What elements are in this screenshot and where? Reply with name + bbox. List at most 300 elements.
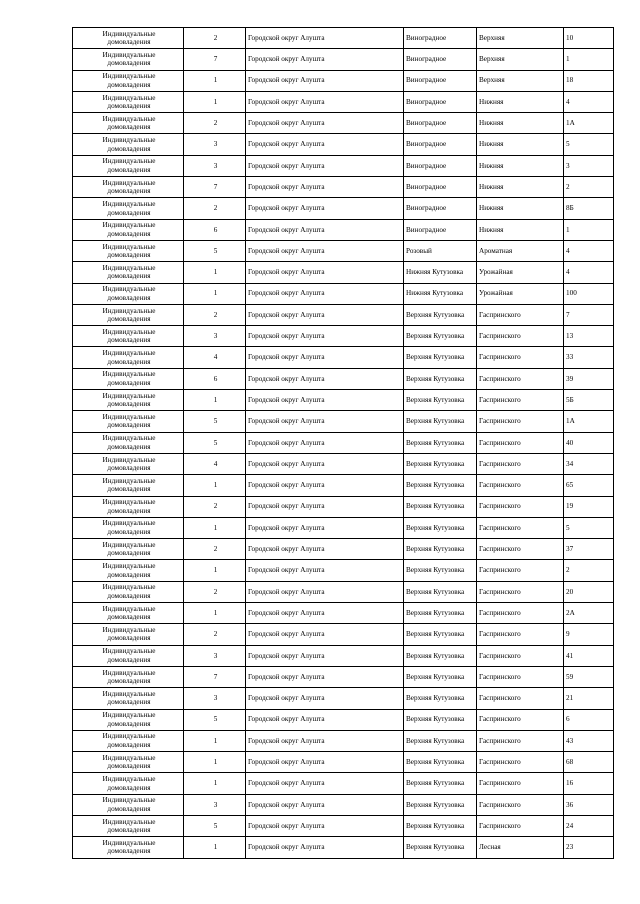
cell-property-type [73, 326, 184, 347]
cell-locality: Верхняя Кутузовка [404, 815, 477, 836]
cell-municipality: Городской округ Алушта [246, 496, 404, 517]
property-type-line2: домовладения [107, 144, 151, 153]
cell-street: Верхняя [477, 49, 564, 70]
cell-house-number: 37 [564, 539, 614, 560]
cell-street: Нижняя [477, 113, 564, 134]
cell-street: Гаспринского [477, 752, 564, 773]
cell-street: Гаспринского [477, 560, 564, 581]
cell-municipality: Городской округ Алушта [246, 70, 404, 91]
property-type-line2: домовладения [107, 549, 151, 558]
cell-street: Гаспринского [477, 794, 564, 815]
cell-locality: Виноградное [404, 177, 477, 198]
cell-count: 2 [184, 28, 246, 49]
property-type-line1: Индивидуальные [102, 711, 156, 720]
property-type-line2: домовладения [107, 506, 151, 515]
property-type-line1: Индивидуальные [102, 775, 156, 784]
cell-property-type [73, 645, 184, 666]
cell-house-number: 8Б [564, 198, 614, 219]
cell-house-number: 16 [564, 773, 614, 794]
property-type-line2: домовладения [107, 357, 151, 366]
property-type-line1: Индивидуальные [102, 242, 156, 251]
table-row [73, 709, 614, 730]
cell-property-type [73, 688, 184, 709]
cell-municipality: Городской округ Алушта [246, 326, 404, 347]
cell-locality: Виноградное [404, 28, 477, 49]
table-row [73, 794, 614, 815]
cell-count: 1 [184, 730, 246, 751]
cell-count: 7 [184, 666, 246, 687]
property-type-line1: Индивидуальные [102, 455, 156, 464]
property-type-line2: домовладения [107, 591, 151, 600]
cell-house-number: 2А [564, 603, 614, 624]
property-type-line1: Индивидуальные [102, 668, 156, 677]
property-type-line1: Индивидуальные [102, 157, 156, 166]
cell-count: 1 [184, 475, 246, 496]
cell-street: Нижняя [477, 91, 564, 112]
property-type-line1: Индивидуальные [102, 625, 156, 634]
property-type-line2: домовладения [107, 187, 151, 196]
cell-property-type [73, 475, 184, 496]
table-row [73, 666, 614, 687]
cell-municipality: Городской округ Алушта [246, 432, 404, 453]
property-type-line2: домовладения [107, 442, 151, 451]
property-type-line1: Индивидуальные [102, 263, 156, 272]
cell-house-number: 4 [564, 240, 614, 261]
cell-property-type [73, 113, 184, 134]
table-row [73, 368, 614, 389]
cell-count: 3 [184, 688, 246, 709]
cell-property-type [73, 709, 184, 730]
cell-street: Гаспринского [477, 304, 564, 325]
cell-house-number: 6 [564, 709, 614, 730]
cell-property-type [73, 91, 184, 112]
cell-street: Гаспринского [477, 475, 564, 496]
cell-house-number: 59 [564, 666, 614, 687]
cell-house-number: 40 [564, 432, 614, 453]
cell-house-number: 4 [564, 91, 614, 112]
cell-street: Гаспринского [477, 517, 564, 538]
table-row [73, 70, 614, 91]
cell-count: 1 [184, 70, 246, 91]
cell-locality: Верхняя Кутузовка [404, 496, 477, 517]
cell-house-number: 13 [564, 326, 614, 347]
cell-count: 1 [184, 752, 246, 773]
table-row [73, 113, 614, 134]
table-row [73, 475, 614, 496]
cell-count: 7 [184, 49, 246, 70]
property-type-line1: Индивидуальные [102, 285, 156, 294]
cell-street: Урожайная [477, 262, 564, 283]
property-type-line1: Индивидуальные [102, 50, 156, 59]
cell-property-type [73, 517, 184, 538]
cell-count: 2 [184, 198, 246, 219]
cell-property-type [73, 219, 184, 240]
cell-street: Гаспринского [477, 390, 564, 411]
property-type-line2: домовладения [107, 315, 151, 323]
property-type-line1: Индивидуальные [102, 93, 156, 102]
cell-street: Верхняя [477, 28, 564, 49]
cell-municipality: Городской округ Алушта [246, 262, 404, 283]
cell-property-type [73, 453, 184, 474]
property-type-line1: Индивидуальные [102, 689, 156, 698]
cell-count: 1 [184, 262, 246, 283]
cell-house-number: 9 [564, 624, 614, 645]
table-row [73, 219, 614, 240]
table-row [73, 177, 614, 198]
property-type-line1: Индивидуальные [102, 136, 156, 145]
cell-house-number: 34 [564, 453, 614, 474]
cell-count: 6 [184, 219, 246, 240]
cell-locality: Верхняя Кутузовка [404, 603, 477, 624]
cell-property-type [73, 240, 184, 261]
cell-count: 7 [184, 177, 246, 198]
property-type-line1: Индивидуальные [102, 349, 156, 358]
property-type-line1: Индивидуальные [102, 583, 156, 592]
cell-property-type [73, 773, 184, 794]
cell-house-number: 100 [564, 283, 614, 304]
cell-count: 5 [184, 240, 246, 261]
property-type-line2: домовладения [107, 251, 151, 260]
property-type-line1: Индивидуальные [102, 200, 156, 209]
property-type-line2: домовладения [107, 613, 151, 622]
cell-street: Гаспринского [477, 603, 564, 624]
cell-municipality: Городской округ Алушта [246, 411, 404, 432]
property-type-line1: Индивидуальные [102, 29, 156, 38]
property-type-line2: домовладения [107, 421, 151, 430]
table-row [73, 539, 614, 560]
cell-count: 2 [184, 581, 246, 602]
cell-locality: Верхняя Кутузовка [404, 432, 477, 453]
property-type-line2: домовладения [107, 826, 151, 835]
cell-street: Гаспринского [477, 815, 564, 836]
cell-municipality: Городской округ Алушта [246, 837, 404, 858]
cell-house-number: 4 [564, 262, 614, 283]
cell-house-number: 43 [564, 730, 614, 751]
cell-locality: Нижняя Кутузовка [404, 283, 477, 304]
cell-house-number: 5 [564, 134, 614, 155]
cell-street: Гаспринского [477, 645, 564, 666]
cell-property-type [73, 752, 184, 773]
property-type-line2: домовладения [107, 719, 151, 728]
cell-street: Урожайная [477, 283, 564, 304]
cell-municipality: Городской округ Алушта [246, 28, 404, 49]
cell-property-type [73, 177, 184, 198]
cell-count: 2 [184, 539, 246, 560]
cell-municipality: Городской округ Алушта [246, 730, 404, 751]
cell-locality: Виноградное [404, 155, 477, 176]
table-row [73, 347, 614, 368]
cell-property-type [73, 155, 184, 176]
property-type-line1: Индивидуальные [102, 72, 156, 81]
cell-house-number: 19 [564, 496, 614, 517]
cell-municipality: Городской округ Алушта [246, 752, 404, 773]
cell-house-number: 20 [564, 581, 614, 602]
property-type-line2: домовладения [107, 464, 151, 473]
cell-house-number: 33 [564, 347, 614, 368]
cell-municipality: Городской округ Алушта [246, 603, 404, 624]
property-type-line1: Индивидуальные [102, 221, 156, 230]
property-type-line1: Индивидуальные [102, 370, 156, 379]
cell-locality: Верхняя Кутузовка [404, 837, 477, 858]
cell-property-type [73, 198, 184, 219]
cell-property-type [73, 496, 184, 517]
cell-municipality: Городской округ Алушта [246, 666, 404, 687]
cell-street: Нижняя [477, 219, 564, 240]
cell-count: 5 [184, 709, 246, 730]
table-row [73, 453, 614, 474]
cell-property-type [73, 432, 184, 453]
cell-municipality: Городской округ Алушта [246, 283, 404, 304]
cell-house-number: 23 [564, 837, 614, 858]
property-type-line2: домовладения [107, 59, 151, 68]
cell-count: 2 [184, 624, 246, 645]
cell-municipality: Городской округ Алушта [246, 624, 404, 645]
cell-house-number: 1 [564, 219, 614, 240]
cell-property-type [73, 560, 184, 581]
cell-locality: Верхняя Кутузовка [404, 560, 477, 581]
table-row [73, 411, 614, 432]
cell-count: 5 [184, 411, 246, 432]
cell-property-type [73, 368, 184, 389]
property-type-line1: Индивидуальные [102, 540, 156, 549]
property-type-line1: Индивидуальные [102, 391, 156, 400]
table-row [73, 581, 614, 602]
cell-municipality: Городской округ Алушта [246, 219, 404, 240]
cell-property-type [73, 283, 184, 304]
property-type-line1: Индивидуальные [102, 114, 156, 123]
cell-count: 1 [184, 91, 246, 112]
table-row [73, 688, 614, 709]
property-type-line1: Индивидуальные [102, 498, 156, 507]
property-type-line2: домовладения [107, 400, 151, 409]
cell-locality: Верхняя Кутузовка [404, 347, 477, 368]
table-row [73, 496, 614, 517]
cell-property-type [73, 603, 184, 624]
cell-locality: Верхняя Кутузовка [404, 326, 477, 347]
property-type-line2: домовладения [107, 38, 151, 47]
property-type-line2: домовладения [107, 165, 151, 174]
cell-count: 1 [184, 390, 246, 411]
cell-locality: Верхняя Кутузовка [404, 390, 477, 411]
cell-count: 4 [184, 347, 246, 368]
cell-locality: Верхняя Кутузовка [404, 688, 477, 709]
cell-property-type [73, 624, 184, 645]
table-row [73, 91, 614, 112]
cell-house-number: 7 [564, 304, 614, 325]
cell-count: 5 [184, 815, 246, 836]
cell-property-type [73, 262, 184, 283]
cell-locality: Верхняя Кутузовка [404, 539, 477, 560]
table-row [73, 283, 614, 304]
cell-municipality: Городской округ Алушта [246, 539, 404, 560]
cell-locality: Верхняя Кутузовка [404, 794, 477, 815]
cell-municipality: Городской округ Алушта [246, 453, 404, 474]
property-type-line2: домовладения [107, 677, 151, 686]
cell-property-type [73, 581, 184, 602]
table-row [73, 262, 614, 283]
table-row [73, 49, 614, 70]
cell-municipality: Городской округ Алушта [246, 134, 404, 155]
cell-locality: Верхняя Кутузовка [404, 453, 477, 474]
property-type-line2: домовладения [107, 740, 151, 749]
cell-municipality: Городской округ Алушта [246, 177, 404, 198]
cell-house-number: 24 [564, 815, 614, 836]
cell-street: Гаспринского [477, 496, 564, 517]
property-type-line1: Индивидуальные [102, 647, 156, 656]
cell-count: 3 [184, 645, 246, 666]
cell-municipality: Городской округ Алушта [246, 155, 404, 176]
cell-municipality: Городской округ Алушта [246, 240, 404, 261]
property-type-line2: домовладения [107, 655, 151, 664]
cell-municipality: Городской округ Алушта [246, 347, 404, 368]
table-row [73, 560, 614, 581]
cell-street: Гаспринского [477, 453, 564, 474]
cell-municipality: Городской округ Алушта [246, 113, 404, 134]
property-type-line2: домовладения [107, 293, 151, 302]
cell-house-number: 3 [564, 155, 614, 176]
property-type-line1: Индивидуальные [102, 604, 156, 613]
cell-street: Лесная [477, 837, 564, 858]
cell-count: 6 [184, 368, 246, 389]
table-row [73, 752, 614, 773]
property-type-line2: домовладения [107, 698, 151, 707]
cell-property-type [73, 134, 184, 155]
cell-house-number: 5Б [564, 390, 614, 411]
table-row [73, 155, 614, 176]
table-row [73, 815, 614, 836]
cell-count: 1 [184, 560, 246, 581]
table-row [73, 624, 614, 645]
cell-house-number: 1А [564, 113, 614, 134]
cell-property-type [73, 390, 184, 411]
cell-property-type [73, 304, 184, 325]
table-row [73, 198, 614, 219]
cell-house-number: 2 [564, 177, 614, 198]
cell-house-number: 1 [564, 49, 614, 70]
property-type-line2: домовладения [107, 378, 151, 387]
cell-municipality: Городской округ Алушта [246, 390, 404, 411]
table-row [73, 304, 614, 325]
cell-house-number: 1А [564, 411, 614, 432]
households-table [72, 27, 614, 859]
cell-municipality: Городской округ Алушта [246, 773, 404, 794]
cell-street: Гаспринского [477, 688, 564, 709]
cell-count: 1 [184, 603, 246, 624]
cell-count: 3 [184, 794, 246, 815]
property-type-line1: Индивидуальные [102, 519, 156, 528]
cell-street: Гаспринского [477, 730, 564, 751]
table-row [73, 517, 614, 538]
cell-property-type [73, 70, 184, 91]
cell-municipality: Городской округ Алушта [246, 304, 404, 325]
cell-property-type [73, 730, 184, 751]
property-type-line1: Индивидуальные [102, 306, 156, 315]
cell-locality: Верхняя Кутузовка [404, 304, 477, 325]
cell-municipality: Городской округ Алушта [246, 368, 404, 389]
property-type-line2: домовладения [107, 272, 151, 281]
cell-municipality: Городской округ Алушта [246, 709, 404, 730]
cell-locality: Верхняя Кутузовка [404, 752, 477, 773]
table-row [73, 773, 614, 794]
property-type-line1: Индивидуальные [102, 817, 156, 826]
cell-street: Ароматная [477, 240, 564, 261]
property-type-line1: Индивидуальные [102, 753, 156, 762]
cell-locality: Виноградное [404, 198, 477, 219]
cell-locality: Верхняя Кутузовка [404, 517, 477, 538]
property-type-line1: Индивидуальные [102, 327, 156, 336]
property-type-line1: Индивидуальные [102, 412, 156, 421]
cell-street: Нижняя [477, 155, 564, 176]
property-type-line1: Индивидуальные [102, 178, 156, 187]
cell-municipality: Городской округ Алушта [246, 815, 404, 836]
cell-locality: Нижняя Кутузовка [404, 262, 477, 283]
cell-property-type [73, 837, 184, 858]
property-type-line2: домовладения [107, 208, 151, 217]
cell-municipality: Городской округ Алушта [246, 49, 404, 70]
table-row [73, 390, 614, 411]
cell-street: Гаспринского [477, 432, 564, 453]
cell-municipality: Городской округ Алушта [246, 581, 404, 602]
cell-property-type [73, 49, 184, 70]
table-row [73, 240, 614, 261]
table-row [73, 603, 614, 624]
table-body [73, 28, 614, 859]
cell-locality: Виноградное [404, 113, 477, 134]
cell-property-type [73, 539, 184, 560]
cell-count: 3 [184, 326, 246, 347]
cell-street: Гаспринского [477, 709, 564, 730]
property-type-line2: домовладения [107, 847, 151, 856]
property-type-line2: домовладения [107, 485, 151, 494]
cell-locality: Верхняя Кутузовка [404, 773, 477, 794]
cell-street: Нижняя [477, 177, 564, 198]
cell-locality: Розовый [404, 240, 477, 261]
cell-house-number: 68 [564, 752, 614, 773]
cell-locality: Виноградное [404, 49, 477, 70]
property-type-line1: Индивидуальные [102, 562, 156, 571]
property-type-line1: Индивидуальные [102, 434, 156, 443]
cell-house-number: 18 [564, 70, 614, 91]
cell-count: 4 [184, 453, 246, 474]
property-type-line2: домовладения [107, 229, 151, 238]
cell-municipality: Городской округ Алушта [246, 560, 404, 581]
cell-count: 2 [184, 304, 246, 325]
cell-house-number: 5 [564, 517, 614, 538]
cell-municipality: Городской округ Алушта [246, 794, 404, 815]
cell-count: 2 [184, 496, 246, 517]
table-row [73, 730, 614, 751]
cell-count: 3 [184, 155, 246, 176]
cell-street: Гаспринского [477, 624, 564, 645]
cell-locality: Виноградное [404, 70, 477, 91]
property-type-line2: домовладения [107, 570, 151, 579]
cell-locality: Виноградное [404, 91, 477, 112]
cell-street: Гаспринского [477, 539, 564, 560]
cell-street: Гаспринского [477, 368, 564, 389]
table-row [73, 837, 614, 858]
cell-property-type [73, 666, 184, 687]
property-type-line1: Индивидуальные [102, 476, 156, 485]
cell-count: 1 [184, 283, 246, 304]
cell-locality: Верхняя Кутузовка [404, 624, 477, 645]
cell-street: Гаспринского [477, 581, 564, 602]
cell-municipality: Городской округ Алушта [246, 475, 404, 496]
cell-municipality: Городской округ Алушта [246, 688, 404, 709]
cell-street: Гаспринского [477, 411, 564, 432]
property-type-line1: Индивидуальные [102, 796, 156, 805]
cell-house-number: 21 [564, 688, 614, 709]
property-type-line2: домовладения [107, 102, 151, 111]
